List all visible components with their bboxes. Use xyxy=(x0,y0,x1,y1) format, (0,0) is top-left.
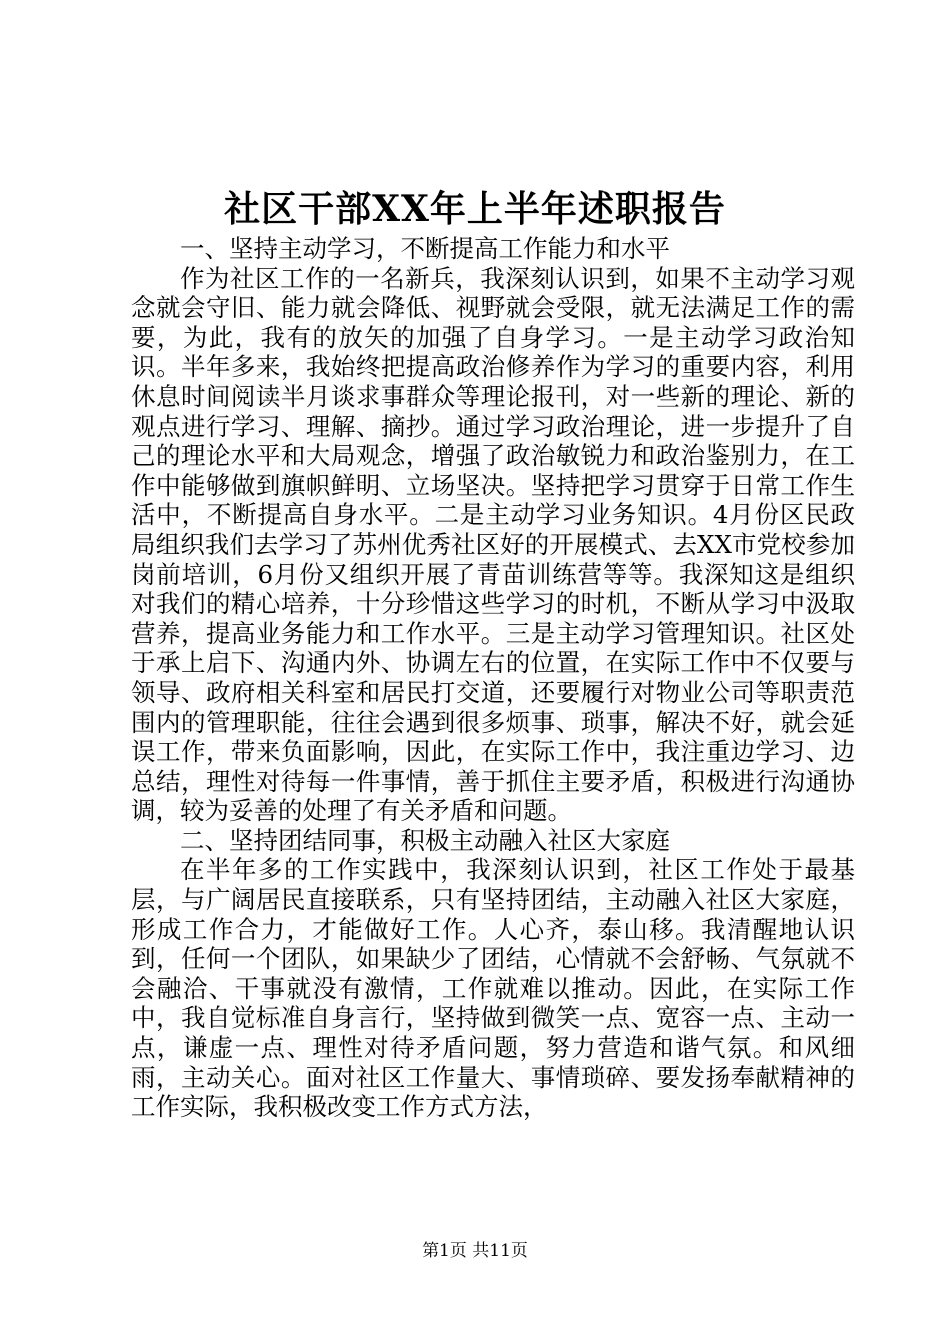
page-title: 社区干部XX年上半年述职报告 xyxy=(224,188,726,230)
section-heading-2: 二、坚持团结同事，积极主动融入社区大家庭 xyxy=(180,825,670,855)
page-footer: 第1页 共11页 xyxy=(422,1241,528,1261)
body-paragraph-1: 作为社区工作的一名新兵，我深刻认识到，如果不主动学习观念就会守旧、能力就会降低、视野就会受限，就无法满足工作的需要，为此，我有的放矢的加强了自身学习。一是主动学习政治知识。半年多来，我始终把提高政治修养作为学习的重要内容，利用休息时间阅读半月谈求事群众等理论报刊，对一些新的理论、新的观点进行学习、理解、摘抄。通过学习政治理论，进一步提升了自己的理论水平和大局观念，增强了政治敏锐力和政治鉴别力，在工作中能够做到旗帜鲜明、立场坚决。坚持把学习贯穿于日常工作生活中，不断提高自身水平。二是主动学习业务知识。4月份区民政局组织我们去学习了苏州优秀社区好的开展模式、去XX市党校参加岗前培训，6月份又组织开展了青苗训练营等等。我深知这是组织对我们的精心培养，十分珍惜这些学习的时机，不断从学习中汲取营养，提高业务能力和工作水平。三是主动学习管理知识。社区处于承上启下、沟通内外、协调左右的位置，在实际工作中不仅要与领导、政府相关科室和居民打交道，还要履行对物业公司等职责范围内的管理职能，往往会遇到很多烦事、琐事，解决不好，就会延误工作，带来负面影响，因此，在实际工作中，我注重边学习、边总结，理性对待每一件事情，善于抓住主要矛盾，积极进行沟通协调，较为妥善的处理了有关矛盾和问题。 xyxy=(131,263,855,826)
document-body xyxy=(131,234,855,1122)
section-heading-1: 一、坚持主动学习，不断提高工作能力和水平 xyxy=(180,234,670,263)
body-paragraph-2: 在半年多的工作实践中，我深刻认识到，社区工作处于最基层，与广阔居民直接联系，只有坚持团结，主动融入社区大家庭，形成工作合力，才能做好工作。人心齐，泰山移。我清醒地认识到，任何一个团队，如果缺少了团结，心情就不会舒畅、气氛就不会融洽、干事就没有激情，工作就难以推动。因此，在实际工作中，我自觉标准自身言行，坚持做到微笑一点、宽容一点、主动一点，谦虚一点、理性对待矛盾问题，努力营造和谐气氛。和风细雨，主动关心。面对社区工作量大、事情琐碎、要发扬奉献精神的工作实际，我积极改变工作方式方法， xyxy=(131,855,855,1122)
